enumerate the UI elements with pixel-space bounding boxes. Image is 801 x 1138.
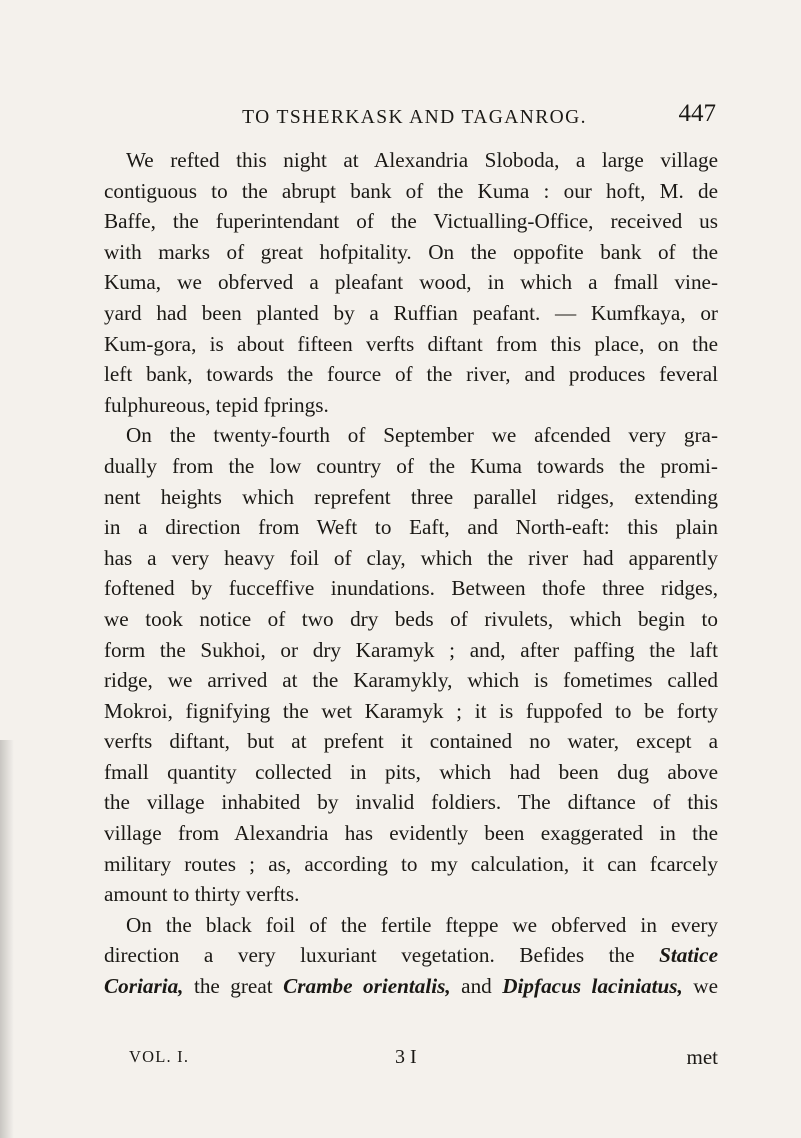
text-fragment: and: [450, 974, 503, 999]
text-line: we took notice of two dry beds of rivulets, which begin to: [104, 606, 718, 631]
running-head: [113, 102, 716, 134]
text-line: On the twenty-fourth of September we afcended very gra-: [126, 423, 718, 448]
running-title: TO TSHERKASK AND TAGANROG.: [242, 107, 587, 128]
text-line: dually from the low country of the Kuma towards the promi-: [104, 453, 718, 478]
signature-mark: 3 I: [395, 1046, 417, 1068]
text-line: Mokroi, fignifying the wet Karamyk ; it is fuppofed to be forty: [104, 698, 718, 723]
text-line: fulphureous, tepid fprings.: [104, 392, 329, 417]
text-line: the village inhabited by invalid foldiers. The diftance of this: [104, 790, 718, 815]
text-fragment: direction a very luxuriant vegetation. Befides the: [104, 943, 660, 968]
text-line: [104, 971, 718, 1002]
text-line: yard had been planted by a Ruffian peafant. — Kumfkaya, or: [104, 300, 718, 325]
text-line: in a direction from Weft to Eaft, and North-eaft: this plain: [104, 515, 718, 540]
text-line: verfts diftant, but at prefent it contained no water, except a: [104, 729, 718, 754]
text-fragment: we: [682, 974, 718, 999]
text-line: amount to thirty verfts.: [104, 882, 300, 907]
taxon-name: Crambe orientalis,: [283, 974, 451, 999]
text-line: Kuma, we obferved a pleafant wood, in which a fmall vine-: [104, 270, 718, 295]
text-fragment: the great: [183, 974, 284, 999]
text-line: contiguous to the abrupt bank of the Kuma : our hoft, M. de: [104, 178, 718, 203]
text-line: On the black foil of the fertile fteppe we obferved in every: [126, 912, 718, 937]
taxon-name: Coriaria,: [104, 974, 184, 999]
catchword: met: [686, 1045, 718, 1069]
text-line: village from Alexandria has evidently been exaggerated in the: [104, 821, 718, 846]
text-line: left bank, towards the fource of the river, and produces feveral: [104, 362, 718, 387]
text-line: Kum-gora, is about fifteen verfts diftant from this place, on the: [104, 331, 718, 356]
volume-label: VOL. I.: [129, 1047, 190, 1066]
page-number: 447: [678, 100, 716, 127]
text-line: [104, 940, 718, 971]
text-line: nent heights which reprefent three parallel ridges, extending: [104, 484, 718, 509]
page-footer: [104, 1041, 718, 1073]
text-line: has a very heavy foil of clay, which the river had apparently: [104, 545, 718, 570]
text-line: military routes ; as, according to my calculation, it can fcarcely: [104, 851, 718, 876]
text-line: We refted this night at Alexandria Sloboda, a large village: [126, 148, 718, 172]
text-line: with marks of great hofpitality. On the oppofite bank of the: [104, 239, 718, 264]
text-line: fmall quantity collected in pits, which had been dug above: [104, 759, 718, 784]
body-text: [104, 145, 718, 1002]
binding-shadow: [0, 740, 14, 1138]
text-line: ridge, we arrived at the Karamykly, which is fometimes called: [104, 668, 718, 693]
text-line: form the Sukhoi, or dry Karamyk ; and, after paffing the laft: [104, 637, 718, 662]
text-line: Baffe, the fuperintendant of the Victualling-Office, received us: [104, 209, 718, 234]
taxon-name: Statice: [659, 943, 718, 968]
taxon-name: Dipfacus laciniatus,: [502, 974, 683, 999]
text-line: foftened by fucceffive inundations. Between thofe three ridges,: [104, 576, 718, 601]
